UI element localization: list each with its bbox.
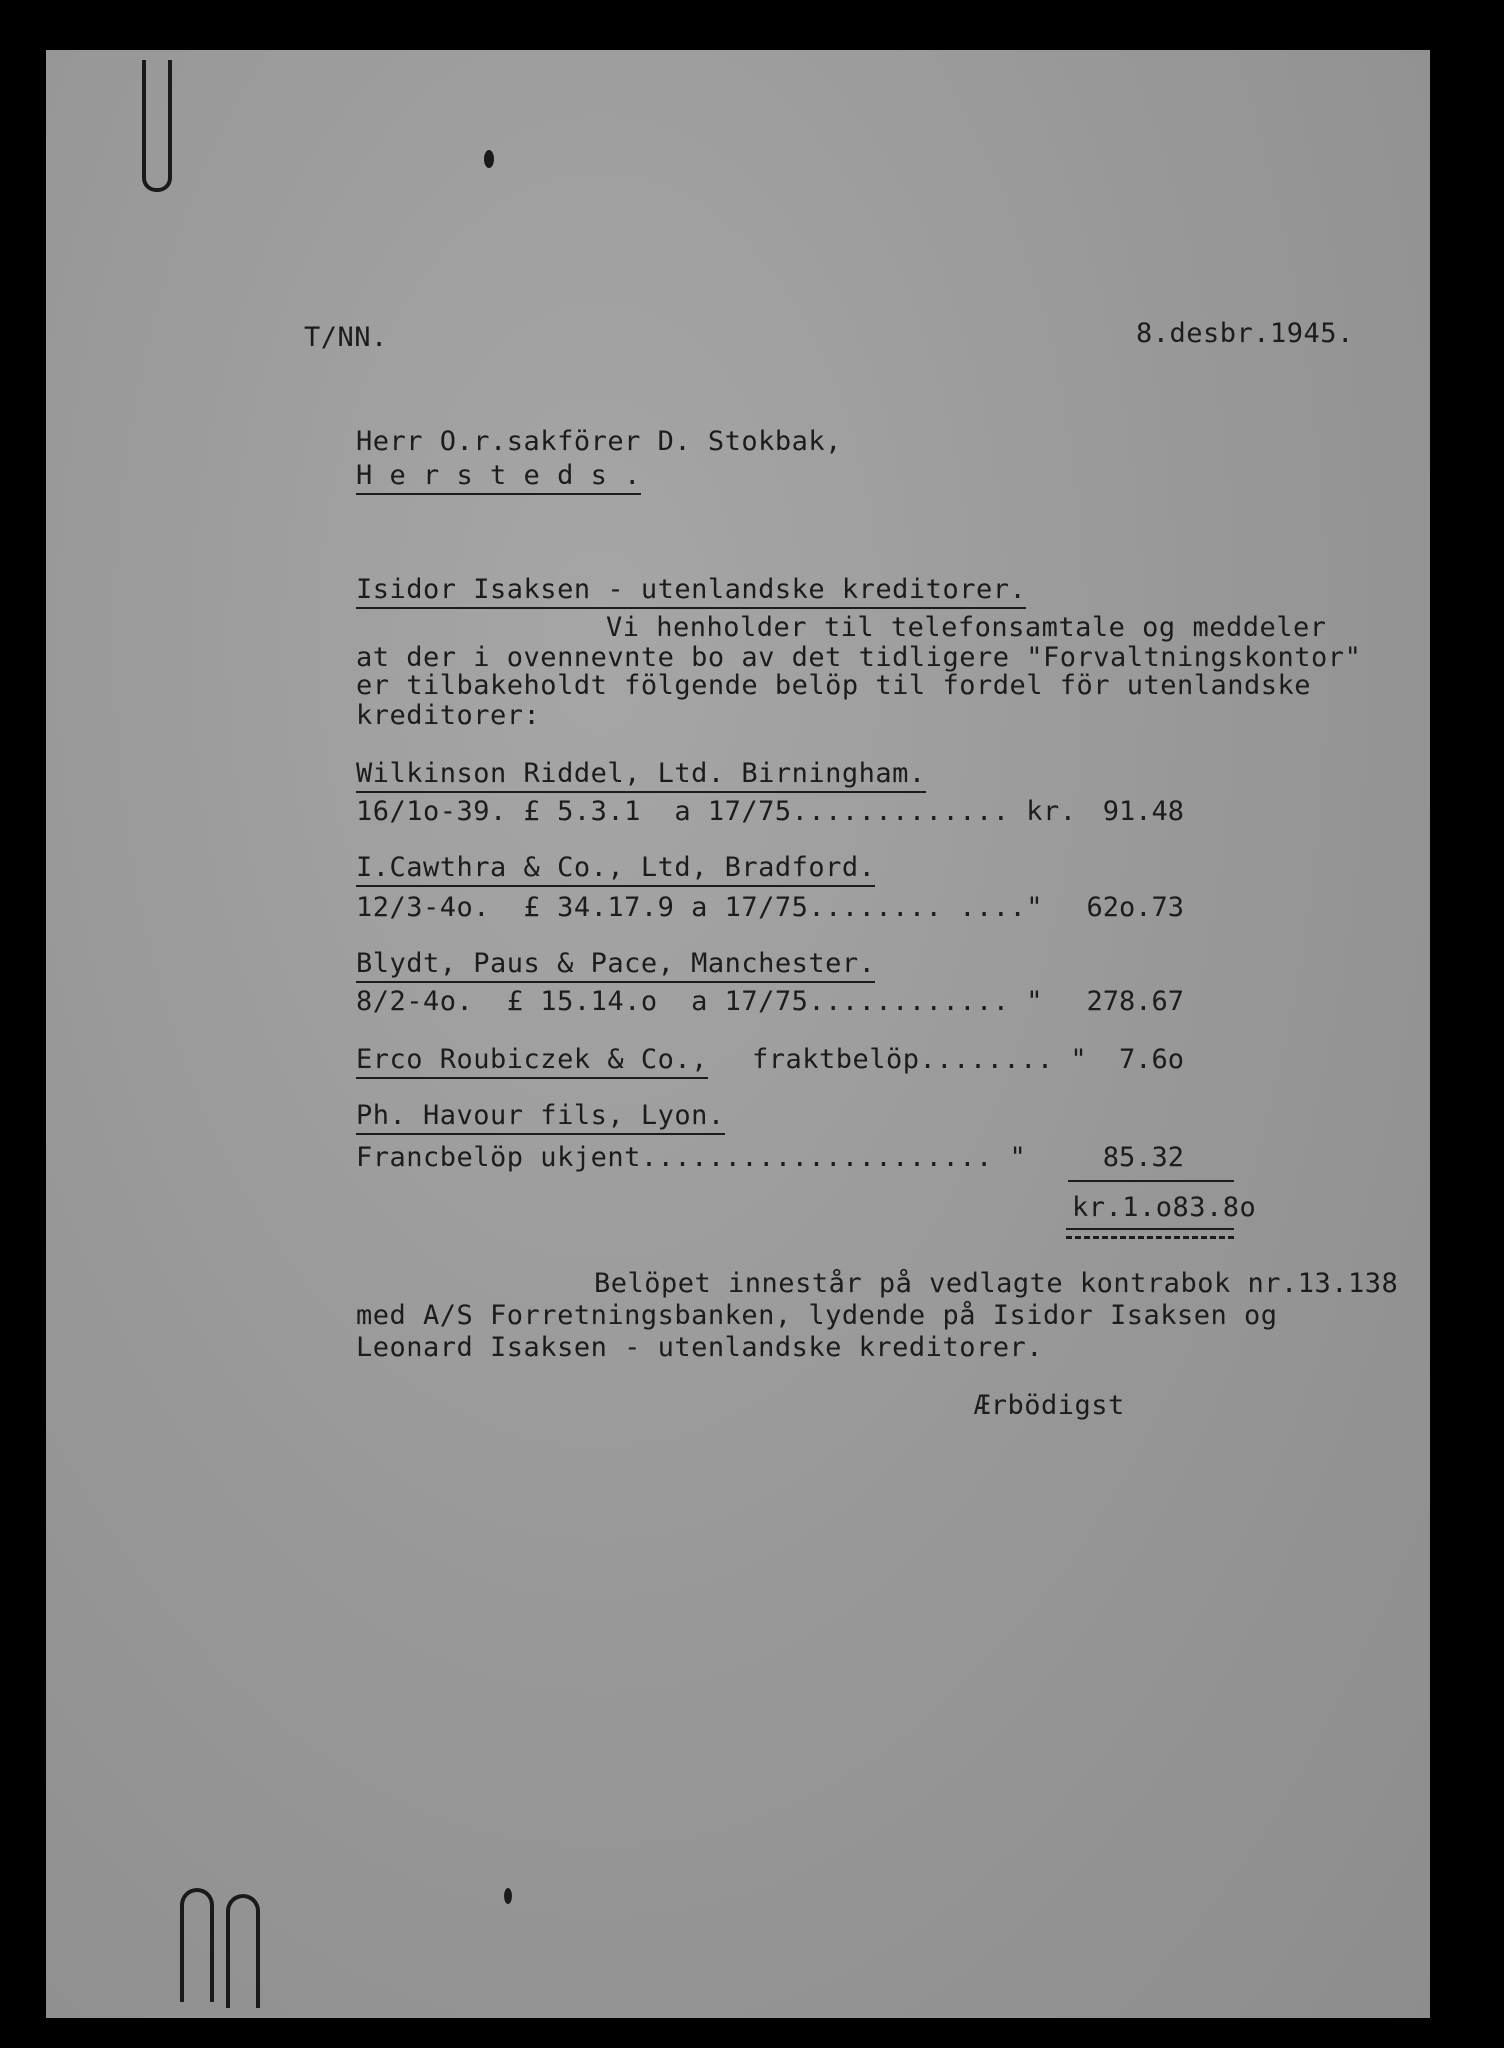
paperclip-mark-bottom-1 [180, 1888, 214, 2002]
creditor-amount: 85.32 [1102, 1142, 1184, 1173]
document-page [46, 50, 1430, 2018]
body-line-2: at der i ovennevnte bo av det tidligere "Forvaltningskontor" [356, 642, 1362, 673]
creditor-detail: Francbelöp ukjent..................... " [356, 1142, 1027, 1173]
ink-spot [504, 1888, 512, 1904]
creditor-name: Ph. Havour fils, Lyon. [356, 1100, 725, 1135]
letter-date: 8.desbr.1945. [1136, 318, 1354, 349]
reference-code: T/NN. [304, 322, 388, 353]
paperclip-mark-top [142, 60, 172, 192]
creditor-name: Blydt, Paus & Pace, Manchester. [356, 948, 875, 983]
body-line-3: er tilbakeholdt fölgende belöp til fordel för utenlandske [356, 670, 1312, 701]
subject-line: Isidor Isaksen - utenlandske kreditorer. [356, 574, 1026, 609]
recipient-line-1: Herr O.r.sakförer D. Stokbak, [356, 426, 842, 457]
creditor-detail: fraktbelöp........ " [752, 1044, 1088, 1075]
creditor-amount: 91.48 [1102, 796, 1184, 827]
paperclip-mark-bottom-2 [226, 1894, 260, 2008]
creditor-detail: 12/3-4o. £ 34.17.9 a 17/75........ ...." [356, 892, 1043, 923]
ink-spot [484, 150, 494, 168]
closing-line-2: med A/S Forretningsbanken, lydende på Isidor Isaksen og [356, 1300, 1278, 1331]
creditor-name: Wilkinson Riddel, Ltd. Birningham. [356, 758, 926, 793]
creditor-amount: 278.67 [1086, 986, 1184, 1017]
signoff: Ærbödigst [974, 1390, 1125, 1421]
closing-line-3: Leonard Isaksen - utenlandske kreditorer. [356, 1332, 1043, 1363]
creditor-name: Erco Roubiczek & Co., [356, 1044, 708, 1079]
total-double-rule [1066, 1236, 1234, 1239]
creditor-detail: 8/2-4o. £ 15.14.o a 17/75............ " [356, 986, 1043, 1017]
creditor-detail: 16/1o-39. £ 5.3.1 a 17/75............. kr. [356, 796, 1077, 827]
total-amount: kr.1.o83.8o [1072, 1192, 1257, 1223]
total-rule [1066, 1228, 1234, 1230]
creditor-amount: 62o.73 [1086, 892, 1184, 923]
closing-line-1: Belöpet innestår på vedlagte kontrabok nr.13.138 [594, 1268, 1399, 1299]
creditor-amount: 7.6o [1118, 1044, 1184, 1075]
recipient-line-2: H e r s t e d s . [356, 460, 641, 495]
body-line-1: Vi henholder til telefonsamtale og meddeler [606, 612, 1327, 643]
subtotal-rule [1068, 1180, 1234, 1182]
creditor-name: I.Cawthra & Co., Ltd, Bradford. [356, 852, 875, 887]
body-line-4: kreditorer: [356, 700, 541, 731]
